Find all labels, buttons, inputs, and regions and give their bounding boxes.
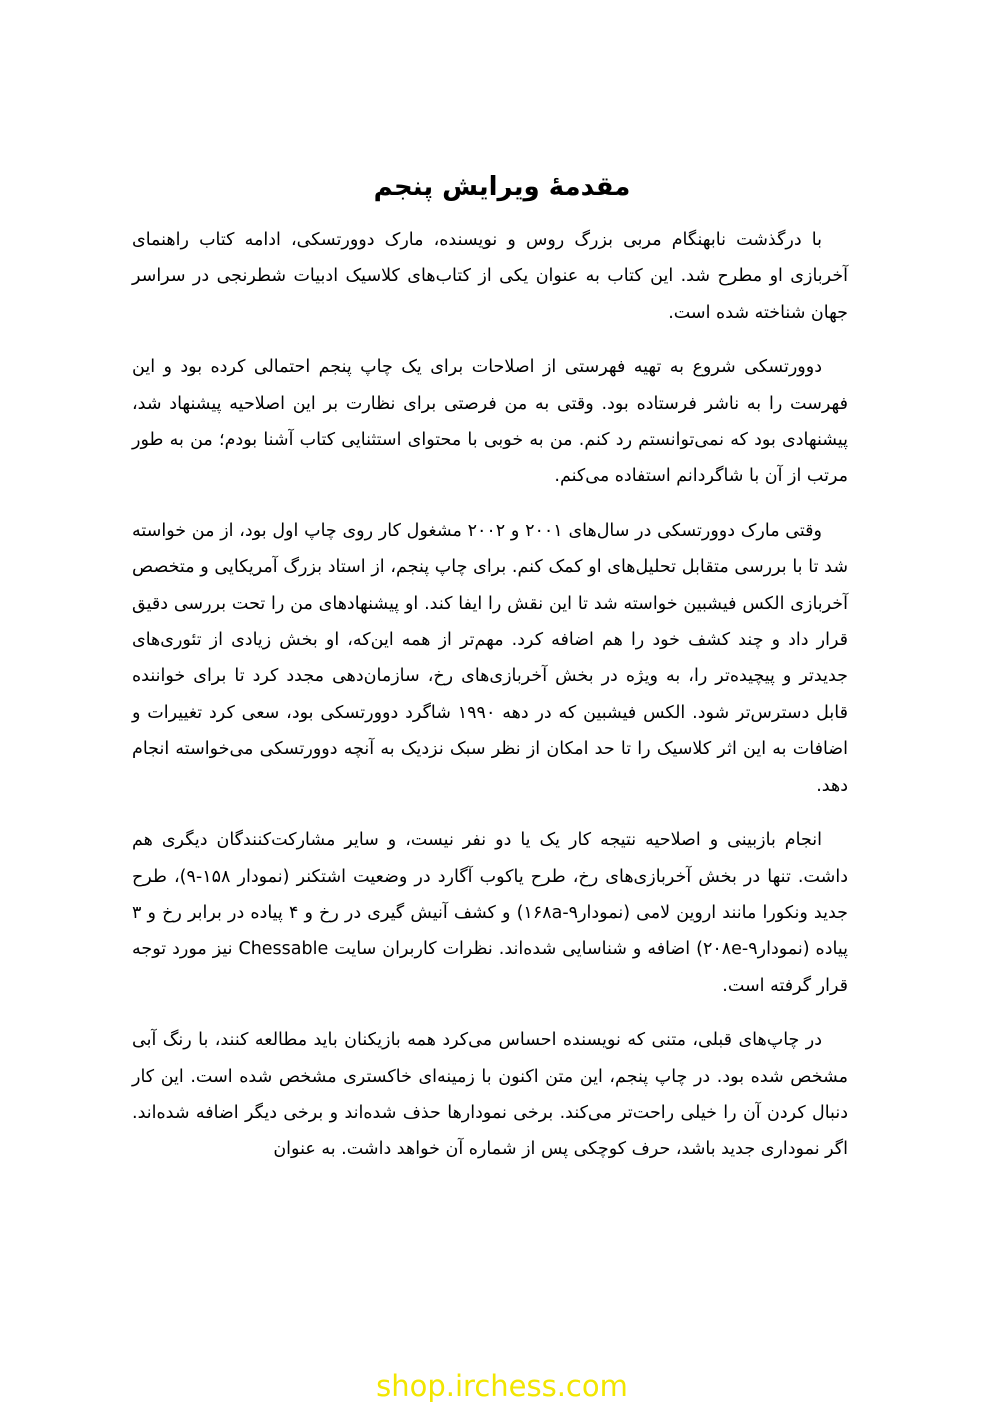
page-title: مقدمهٔ ویرایش پنجم bbox=[373, 172, 631, 203]
paragraph-3: وقتی مارک دوورتسکی در سال‌های ۲۰۰۱ و ۲۰۰۲ مشغول کار روی چاپ اول بود، از من خواسته شد تا با بررسی متقابل تحلیل‌های او کمک کنم. برای چاپ پنجم، از استاد بزرگ آمریکایی و متخصص آخربازی الکس فیشبین خواسته شد تا این نقش را ایفا کند. او پیشنهادهای من را تحت بررسی دقیق قرار داد و چند کشف خود را هم اضافه کرد. مهم‌تر از همه این‌که، او بخش زیادی از تئوری‌های جدیدتر و پیچیده‌تر را، به ویژه در بخش آخربازی‌های رخ، سازمان‌دهی مجدد کرد تا برای خواننده قابل دسترس‌تر شود. الکس فیشبین که در دهه ۱۹۹۰ شاگرد دوورتسکی بود، سعی کرد تغییرات و اضافات به این اثر کلاسیک را تا حد امکان از نظر سبک نزدیک به آنچه دوورتسکی می‌خواسته انجام دهد. bbox=[132, 520, 848, 796]
paragraph-1: با درگذشت نابهنگام مربی بزرگ روس و نویسنده، مارک دوورتسکی، ادامه کتاب راهنمای آخربازی او مطرح شد. این کتاب به عنوان یکی از کتاب‌های کلاسیک ادبیات شطرنجی در سراسر جهان شناخته شده است. bbox=[132, 230, 848, 323]
paragraph-4: انجام بازبینی و اصلاحیه نتیجه کار یک یا دو نفر نیست، و سایر مشارکت‌کنندگان دیگری هم داشت. تنها در بخش آخربازی‌های رخ، طرح یاکوب آگارد در وضعیت اشتکنر (نمودار ۱۵۸-۹)، طرح جدید ونکورا مانند اروین لامی (نمودار۱۶۸a-۹) و کشف آنیش گیری در رخ و ۴ پیاده در برابر رخ و ۳ پیاده (نمودار۲۰۸e-۹) اضافه و شناسایی شده‌اند. نظرات کاربران سایت Chessable نیز مورد توجه قرار گرفته است. bbox=[132, 830, 848, 996]
paragraph-2: دوورتسکی شروع به تهیه فهرستی از اصلاحات برای یک چاپ پنجم احتمالی کرده بود و این فهرست را به ناشر فرستاده بود. وقتی به من فرصتی برای نظارت بر این اصلاحیه پیشنهاد شد، پیشنهادی بود که نمی‌توانستم رد کنم. من به خوبی با محتوای استثنایی کتاب آشنا بودم؛ من به طور مرتب از آن با شاگردانم استفاده می‌کنم. bbox=[132, 357, 848, 487]
paragraph-5: در چاپ‌های قبلی، متنی که نویسنده احساس می‌کرد همه بازیکنان باید مطالعه کنند، با رنگ آبی مشخص شده بود. در چاپ پنجم، این متن اکنون با زمینه‌ای خاکستری مشخص شده است. این کار دنبال کردن آن را خیلی راحت‌تر می‌کند. برخی نمودارها حذف شده‌اند و برخی دیگر اضافه شده‌اند. اگر نموداری جدید باشد، حرف کوچکی پس از شماره آن خواهد داشت. به عنوان bbox=[132, 1030, 848, 1160]
document-body bbox=[132, 222, 848, 1186]
footer-shop-link[interactable]: shop.irchess.com bbox=[376, 1369, 628, 1403]
